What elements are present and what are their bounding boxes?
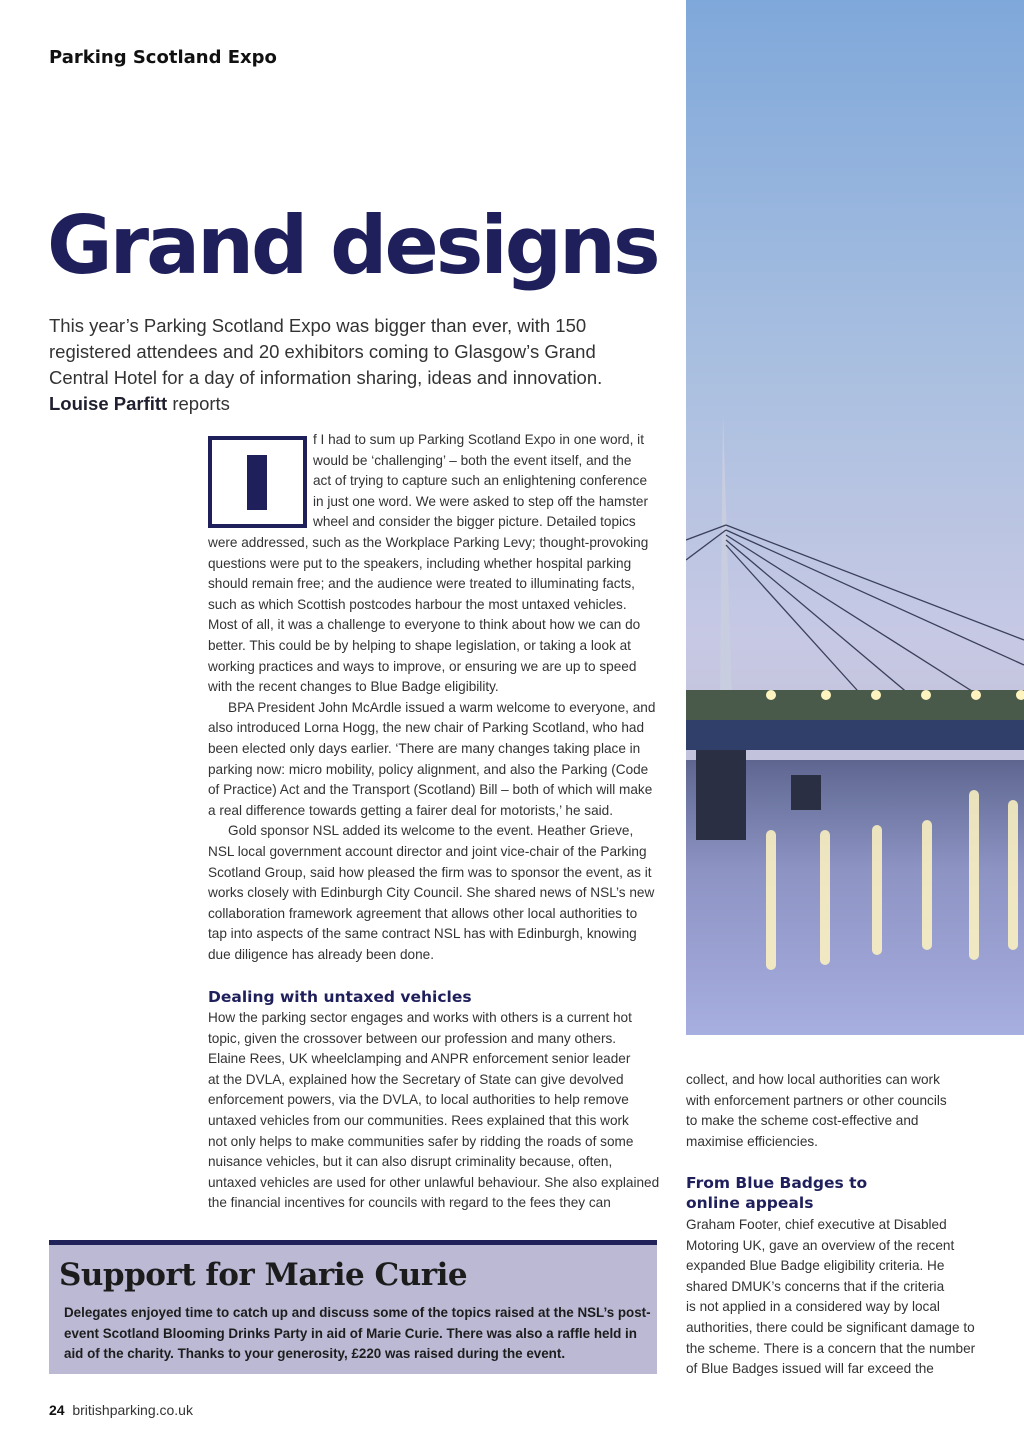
text-line: expanded Blue Badge eligibility criteria. He — [686, 1258, 945, 1274]
text-line: How the parking sector engages and works with others is a current hot — [208, 1010, 632, 1025]
text-line: not only helps to make communities safer by ridding the roads of some — [208, 1133, 634, 1149]
standfirst — [49, 313, 659, 417]
text-line: BPA President John McArdle issued a warm welcome to everyone, and — [228, 699, 656, 715]
standfirst-text: This year’s Parking Scotland Expo was bigger than ever, with 150 registered attendees and 20 exhibitors coming to Glasgow’s Grand Central Hotel for a day of information sharing, ideas and innovation. — [49, 315, 603, 388]
text-line: f I had to sum up Parking Scotland Expo in one word, it — [313, 432, 644, 447]
text-line: questions were put to the speakers, including whether hospital parking — [208, 555, 632, 571]
right-column-text — [686, 1215, 975, 1380]
text-line: with enforcement partners or other councils — [686, 1092, 947, 1108]
right-column-continuation — [686, 1070, 947, 1152]
drop-cap-letter-shape — [247, 455, 267, 510]
text-line: parking now: micro mobility, policy alignment, and also the Parking (Code — [208, 761, 649, 777]
author-name: Louise Parfitt — [49, 393, 168, 414]
text-line: act of trying to capture such an enlightening conference — [313, 473, 648, 489]
text-line: due diligence has already been done. — [208, 946, 434, 962]
text-line: with the recent changes to Blue Badge eligibility. — [208, 679, 499, 695]
text-line: Scotland Group, said how pleased the firm was to sponsor the event, as it — [208, 864, 652, 880]
text-line: of Practice) Act and the Transport (Scotland) Bill – both of which will make — [208, 782, 653, 798]
sidebar-box-marie-curie — [49, 1240, 657, 1374]
text-line: at the DVLA, explained how the Secretary of State can give devolved — [208, 1071, 624, 1087]
text-line: collaboration framework agreement that allows other local authorities to — [208, 905, 638, 921]
section-label: Parking Scotland Expo — [49, 47, 277, 68]
text-line: the scheme. There is a concern that the number — [686, 1340, 976, 1356]
page-footer — [49, 1402, 193, 1418]
text-line: wheel and consider the bigger picture. Detailed topics — [313, 514, 636, 530]
text-line: shared DMUK’s concerns that if the criteria — [686, 1278, 945, 1294]
bridge-photo — [686, 0, 1024, 1035]
text-line: enforcement powers, via the DVLA, to local authorities to help remove — [208, 1092, 629, 1108]
text-line: tap into aspects of the same contract NSL has with Edinburgh, knowing — [208, 926, 637, 942]
text-line: Elaine Rees, UK wheelclamping and ANPR enforcement senior leader — [208, 1051, 631, 1067]
text-line: NSL local government account director and joint vice-chair of the Parking — [208, 843, 647, 859]
text-line: working practices and ways to improve, or ensuring we are up to speed — [208, 658, 637, 674]
intro-text — [313, 430, 648, 533]
text-line: such as which Scottish postcodes harbour the most untaxed vehicles. — [208, 596, 627, 612]
standfirst-suffix: reports — [172, 393, 230, 414]
drop-cap — [208, 436, 307, 528]
heading-line: From Blue Badges to — [686, 1174, 868, 1192]
text-line: better. This could be by helping to shape legislation, or taking a look at — [208, 637, 631, 653]
text-line: Graham Footer, chief executive at Disabled — [686, 1217, 947, 1232]
text-line: nuisance vehicles, but it can also disrupt criminality because, often, — [208, 1154, 613, 1170]
sidebar-box-text: Delegates enjoyed time to catch up and discuss some of the topics raised at the NSL’s post-event Scotland Blooming Drinks Party in aid of Marie Curie. There was also a raffle held in aid of the charity. Thanks to your generosity, £220 was raised during the event. — [64, 1305, 651, 1361]
text-line: Gold sponsor NSL added its welcome to the event. Heather Grieve, — [228, 823, 634, 839]
text-line: untaxed vehicles are used for other unlawful behaviour. She also explained — [208, 1174, 660, 1190]
text-line: Most of all, it was a challenge to everyone to think about how we can do — [208, 617, 641, 633]
text-line: maximise efficiencies. — [686, 1133, 818, 1149]
text-line: authorities, there could be significant damage to — [686, 1319, 975, 1335]
text-line: been elected only days earlier. ‘There are many changes taking place in — [208, 740, 641, 756]
text-line: untaxed vehicles from our communities. Rees explained that this work — [208, 1112, 629, 1128]
website-link[interactable]: britishparking.co.uk — [72, 1402, 193, 1418]
text-line: topic, given the crossover between our profession and many others. — [208, 1030, 617, 1046]
text-line: were addressed, such as the Workplace Parking Levy; thought-provoking — [208, 535, 649, 550]
section-untaxed-text — [208, 1008, 659, 1214]
headline: Grand designs — [47, 199, 658, 292]
subheading-blue-badges — [686, 1173, 867, 1213]
text-line: to make the scheme cost-effective and — [686, 1113, 919, 1129]
page-number: 24 — [49, 1402, 65, 1418]
text-line: also introduced Lorna Hogg, the new chair of Parking Scotland, who had — [208, 720, 645, 736]
text-line: would be ‘challenging’ – both the event itself, and the — [313, 452, 632, 468]
text-line: in just one word. We were asked to step off the hamster — [313, 493, 648, 509]
text-line: of Blue Badges issued will far exceed the — [686, 1361, 934, 1377]
body-text — [208, 533, 655, 965]
sidebar-box-title: Support for Marie Curie — [59, 1257, 468, 1293]
text-line: should remain free; and the audience were treated to illuminating facts, — [208, 576, 635, 592]
subheading-untaxed-vehicles: Dealing with untaxed vehicles — [208, 988, 472, 1006]
text-line: a real difference towards getting a fairer deal for motorists,’ he said. — [208, 802, 613, 818]
heading-line: online appeals — [686, 1194, 814, 1212]
text-line: the financial incentives for councils with regard to the fees they can — [208, 1195, 611, 1211]
text-line: works closely with Edinburgh City Council. She shared news of NSL’s new — [208, 885, 655, 901]
text-line: Motoring UK, gave an overview of the recent — [686, 1237, 955, 1253]
text-line: collect, and how local authorities can work — [686, 1072, 940, 1087]
text-line: is not applied in a considered way by local — [686, 1299, 940, 1315]
